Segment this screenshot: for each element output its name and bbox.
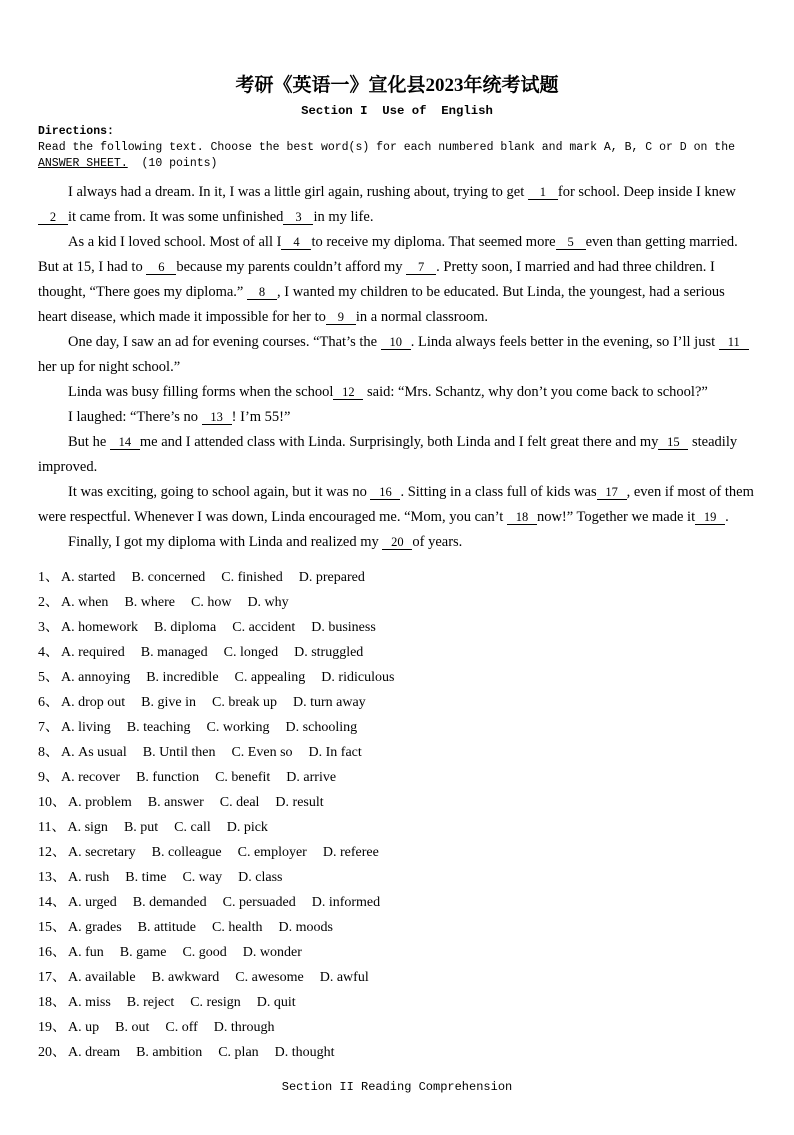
question-option-b: B. teaching [126,720,191,735]
question-option-a: A. started [61,570,116,585]
passage-text: of years. [412,534,463,550]
passage-text: said: “Mrs. Schantz, why don’t you come back to school?” [363,384,708,400]
passage-text: . Linda always feels better in the evening, so I’ll just [410,334,719,350]
question-option-c: C. health [211,920,263,935]
section-heading: Section I Use of English [301,104,493,118]
passage-paragraph [38,430,756,480]
answer-sheet-text: ANSWER SHEET. [38,157,128,170]
question-option-d: D. In fact [308,745,362,760]
question-option-a: A. drop out [61,695,126,710]
passage-text: As a kid I loved school. Most of all I [68,234,282,250]
question-option-c: C. off [165,1020,198,1035]
passage-text: ! I’m 55!” [231,409,291,425]
question-number: 3、 [38,620,59,635]
blank-19: 19 [695,510,725,525]
question-option-b: B. where [124,595,175,610]
question-option-d: D. arrive [286,770,337,785]
question-row [38,1015,756,1040]
passage-text: . [725,509,729,525]
question-option-c: C. plan [218,1045,259,1060]
question-option-c: C. Even so [231,745,293,760]
question-row [38,840,756,865]
question-row [38,740,756,765]
question-option-a: A. recover [61,770,121,785]
question-option-b: B. function [136,770,200,785]
question-option-c: C. benefit [215,770,271,785]
passage-text: in a normal classroom. [355,309,488,325]
question-number: 18、 [38,995,66,1010]
blank-16: 16 [370,485,400,500]
blank-2: 2 [38,210,68,225]
question-option-c: C. appealing [234,670,306,685]
question-number: 8、 [38,745,59,760]
question-option-d: D. ridiculous [321,670,395,685]
question-option-a: A. As usual [61,745,127,760]
passage [38,180,756,555]
passage-text: even than getting married. But at 15, I had to [38,234,738,275]
blank-7: 7 [406,260,436,275]
question-option-a: A. rush [68,870,110,885]
question-option-b: B. out [115,1020,150,1035]
question-option-a: A. problem [68,795,132,810]
question-option-d: D. awful [319,970,369,985]
question-option-a: A. urged [68,895,117,910]
passage-text: me and I attended class with Linda. Surprisingly, both Linda and I felt great there and my [139,434,659,450]
question-option-d: D. thought [274,1045,335,1060]
question-row [38,865,756,890]
question-row [38,940,756,965]
question-option-a: A. fun [68,945,104,960]
passage-text: But he [68,434,110,450]
passage-paragraph [38,405,756,430]
question-number: 9、 [38,770,59,785]
question-option-d: D. class [238,870,283,885]
passage-paragraph [38,180,756,230]
question-option-c: C. employer [237,845,307,860]
question-option-d: D. result [275,795,324,810]
passage-paragraph [38,480,756,530]
question-option-a: A. annoying [61,670,131,685]
passage-paragraph [38,230,756,330]
question-number: 13、 [38,870,66,885]
question-option-d: D. through [213,1020,275,1035]
question-option-c: C. accident [232,620,296,635]
passage-text: because my parents couldn’t afford my [176,259,407,275]
passage-text: now!” Together we made it [536,509,696,525]
question-option-b: B. demanded [132,895,207,910]
question-option-b: B. diploma [154,620,217,635]
question-row [38,615,756,640]
blank-14: 14 [110,435,140,450]
question-option-d: D. pick [226,820,268,835]
passage-text: It was exciting, going to school again, but it was no [68,484,371,500]
blank-3: 3 [283,210,313,225]
blank-13: 13 [202,410,232,425]
passage-text: , even if most of them were respectful. Whenever I was down, Linda encouraged me. “Mom, you can’t [38,484,754,525]
blank-12: 12 [333,385,363,400]
question-option-c: C. break up [212,695,277,710]
question-row [38,715,756,740]
question-option-b: B. awkward [151,970,220,985]
question-row [38,665,756,690]
question-row [38,565,756,590]
blank-10: 10 [381,335,411,350]
page-title: 考研《英语一》宣化县2023年统考试题 [235,75,559,96]
passage-text: steadily improved. [38,434,738,475]
question-row [38,1040,756,1065]
question-list [38,565,756,1065]
question-number: 19、 [38,1020,66,1035]
blank-1: 1 [528,185,558,200]
question-number: 14、 [38,895,66,910]
directions [38,124,756,172]
question-number: 16、 [38,945,66,960]
question-number: 7、 [38,720,59,735]
question-number: 6、 [38,695,59,710]
footer-section-heading: Section II Reading Comprehension [281,1080,513,1094]
question-option-a: A. up [68,1020,100,1035]
question-number: 12、 [38,845,66,860]
question-option-d: D. struggled [294,645,364,660]
question-option-a: A. grades [68,920,122,935]
question-option-b: B. colleague [151,845,222,860]
question-option-a: A. available [68,970,136,985]
question-option-c: C. working [206,720,270,735]
passage-text: I always had a dream. In it, I was a little girl again, rushing about, trying to get [68,184,528,200]
blank-6: 6 [146,260,176,275]
question-option-b: B. time [125,870,167,885]
question-number: 20、 [38,1045,66,1060]
question-option-b: B. game [119,945,167,960]
question-row [38,765,756,790]
question-option-d: D. moods [278,920,333,935]
blank-5: 5 [556,235,586,250]
question-number: 15、 [38,920,66,935]
passage-text: . Pretty soon, I married and had three children. I thought, “There goes my diploma.” [38,259,715,300]
question-option-c: C. awesome [235,970,304,985]
passage-text: her up for night school.” [38,359,181,375]
question-option-b: B. managed [140,645,208,660]
passage-text: One day, I saw an ad for evening courses. “That’s the [68,334,381,350]
blank-20: 20 [382,535,412,550]
directions-label: Directions: [38,125,114,138]
blank-4: 4 [281,235,311,250]
question-option-a: A. required [61,645,125,660]
question-option-b: B. attitude [137,920,196,935]
question-option-c: C. how [190,595,232,610]
question-option-b: B. put [123,820,159,835]
question-number: 11、 [38,820,66,835]
question-option-c: C. good [182,945,227,960]
question-option-d: D. business [311,620,376,635]
passage-paragraph [38,330,756,380]
question-option-a: A. dream [68,1045,121,1060]
blank-15: 15 [658,435,688,450]
question-row [38,890,756,915]
question-option-a: A. secretary [68,845,136,860]
question-option-d: D. informed [311,895,381,910]
question-row [38,790,756,815]
question-option-c: C. way [182,870,223,885]
question-option-a: A. homework [61,620,138,635]
question-option-c: C. finished [221,570,283,585]
passage-text: for school. Deep inside I knew [557,184,736,200]
directions-text-line2 [38,156,756,172]
question-number: 5、 [38,670,59,685]
question-option-c: C. persuaded [222,895,296,910]
blank-17: 17 [597,485,627,500]
question-number: 1、 [38,570,59,585]
question-option-a: A. miss [68,995,111,1010]
question-option-d: D. why [247,595,289,610]
question-row [38,690,756,715]
question-option-d: D. schooling [285,720,358,735]
question-number: 4、 [38,645,59,660]
passage-paragraph [38,380,756,405]
question-option-b: B. ambition [136,1045,203,1060]
question-row [38,990,756,1015]
passage-text: Linda was busy filling forms when the school [68,384,334,400]
question-option-c: C. longed [223,645,279,660]
question-option-b: B. answer [147,795,204,810]
question-option-c: C. deal [219,795,260,810]
question-row [38,815,756,840]
question-option-d: D. turn away [292,695,366,710]
blank-18: 18 [507,510,537,525]
passage-text: in my life. [313,209,374,225]
question-option-b: B. incredible [146,670,219,685]
question-option-b: B. Until then [142,745,216,760]
question-option-d: D. prepared [298,570,365,585]
question-option-a: A. living [61,720,111,735]
question-number: 10、 [38,795,66,810]
question-row [38,915,756,940]
question-option-b: B. give in [141,695,197,710]
passage-text: to receive my diploma. That seemed more [311,234,556,250]
question-number: 2、 [38,595,59,610]
points-text: (10 points) [127,157,218,170]
question-row [38,590,756,615]
question-option-d: D. wonder [242,945,302,960]
question-number: 17、 [38,970,66,985]
passage-text: , I wanted my children to be educated. But Linda, the youngest, had a serious heart disease, which made it impossible for her to [38,284,725,325]
blank-8: 8 [247,285,277,300]
directions-text-line1: Read the following text. Choose the best word(s) for each numbered blank and mark A, B, C or D on the [38,141,736,154]
question-option-c: C. call [174,820,211,835]
passage-text: Finally, I got my diploma with Linda and realized my [68,534,383,550]
question-option-d: D. referee [322,845,379,860]
question-option-b: B. reject [126,995,175,1010]
question-option-c: C. resign [190,995,241,1010]
blank-9: 9 [326,310,356,325]
passage-text: . Sitting in a class full of kids was [400,484,597,500]
question-option-b: B. concerned [131,570,206,585]
question-option-d: D. quit [256,995,296,1010]
blank-11: 11 [719,335,749,350]
passage-text: it came from. It was some unfinished [68,209,284,225]
passage-paragraph [38,530,756,555]
question-row [38,640,756,665]
question-row [38,965,756,990]
question-option-a: A. sign [67,820,108,835]
passage-text: I laughed: “There’s no [68,409,202,425]
question-option-a: A. when [61,595,109,610]
